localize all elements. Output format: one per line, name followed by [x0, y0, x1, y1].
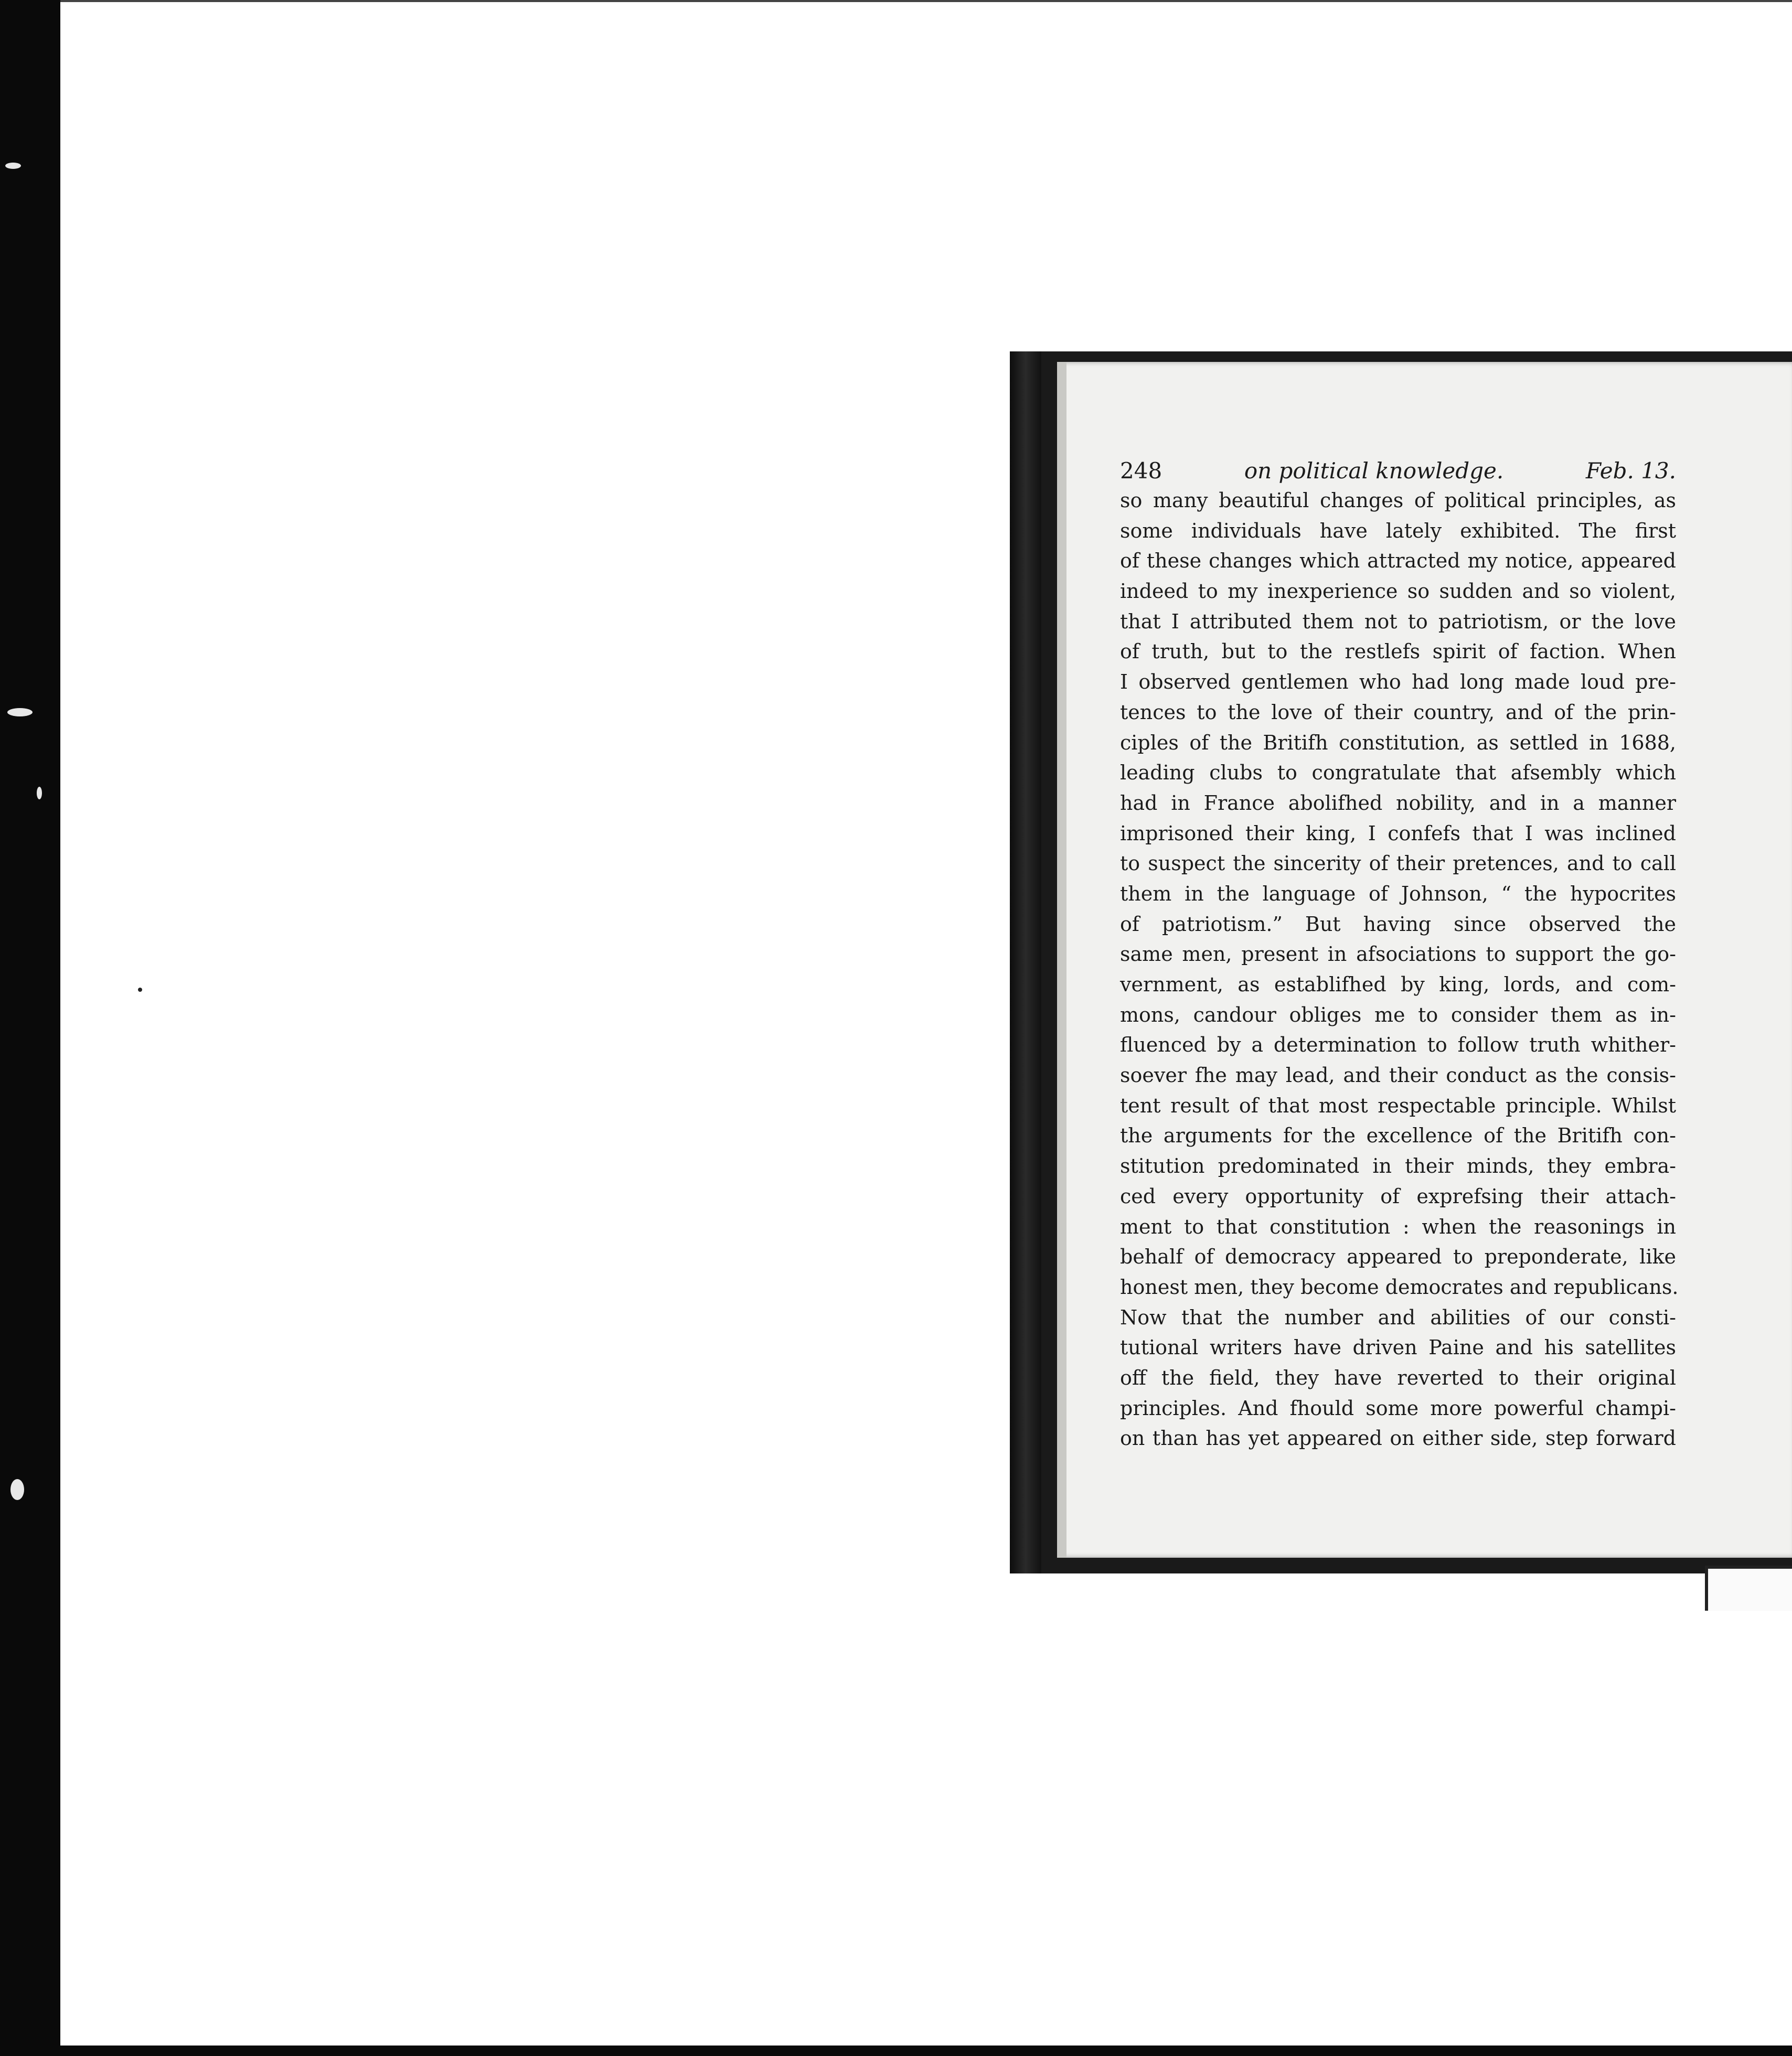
- text-line: so many beautiful changes of political principles, as: [1120, 489, 1676, 512]
- text-line: of these changes which attracted my notice, appeared: [1120, 549, 1676, 573]
- film-edge: [0, 0, 60, 2056]
- text-line: vernment, as establifhed by king, lords, and com-: [1120, 973, 1676, 996]
- text-line: tences to the love of their country, and of the prin-: [1120, 700, 1676, 724]
- text-line: tutional writers have driven Paine and his satellites: [1120, 1336, 1676, 1359]
- film-speck: [37, 787, 42, 799]
- text-line: ciples of the Britifh constitution, as settled in 1688,: [1120, 731, 1676, 754]
- text-line: indeed to my inexperience so sudden and so violent,: [1120, 580, 1676, 603]
- text-line: of patriotism.” But having since observed the: [1120, 912, 1676, 936]
- text-line: them in the language of Johnson, “ the hypocrites: [1120, 882, 1676, 905]
- text-line: Now that the number and abilities of our consti-: [1120, 1305, 1676, 1329]
- page-text-block: [1120, 456, 1679, 1454]
- film-speck: [7, 708, 33, 716]
- text-line: soever fhe may lead, and their conduct as the consis-: [1120, 1064, 1676, 1087]
- book-page: [1057, 362, 1792, 1558]
- page-edge-tab: [1705, 1566, 1792, 1611]
- film-speck: [10, 1479, 24, 1500]
- text-line: off the field, they have reverted to their original: [1120, 1366, 1676, 1389]
- text-line: behalf of democracy appeared to preponderate, like: [1120, 1245, 1676, 1269]
- body-text: [1120, 486, 1679, 1454]
- page-number: 248: [1120, 458, 1162, 484]
- text-line: ced every opportunity of exprefsing their attach-: [1120, 1184, 1676, 1208]
- text-line: to suspect the sincerity of their pretences, and to call: [1120, 852, 1676, 875]
- text-line: imprisoned their king, I confefs that I was inclined: [1120, 821, 1676, 845]
- text-line: honest men, they become democrates and republicans.: [1120, 1275, 1679, 1299]
- running-title: on political knowledge.: [1244, 458, 1504, 484]
- film-speck: [5, 163, 21, 169]
- text-line: same men, present in afsociations to support the go-: [1120, 943, 1676, 966]
- scan-border-bottom: [0, 2046, 1792, 2056]
- text-line: stitution predominated in their minds, they embra-: [1120, 1154, 1676, 1178]
- text-line: principles. And fhould some more powerful champi-: [1120, 1396, 1676, 1420]
- text-line: ment to that constitution : when the reasonings in: [1120, 1215, 1676, 1238]
- running-head: [1120, 456, 1676, 486]
- text-line: some individuals have lately exhibited. The first: [1120, 519, 1676, 542]
- text-line: of truth, but to the restlefs spirit of faction. When: [1120, 640, 1676, 663]
- text-line: tent result of that most respectable principle. Whilst: [1120, 1094, 1676, 1117]
- text-line: the arguments for the excellence of the Britifh con-: [1120, 1124, 1676, 1148]
- book: [1010, 351, 1792, 1573]
- scan-border-top: [60, 0, 1792, 2]
- text-line: that I attributed them not to patriotism, or the love: [1120, 609, 1676, 633]
- running-date: Feb. 13.: [1585, 458, 1676, 484]
- text-line: on than has yet appeared on either side, step forward: [1120, 1427, 1676, 1450]
- text-line: I observed gentlemen who had long made loud pre-: [1120, 670, 1676, 694]
- text-line: leading clubs to congratulate that afsembly which: [1120, 761, 1676, 785]
- scan-speck: [138, 988, 142, 992]
- text-line: fluenced by a determination to follow truth whither-: [1120, 1033, 1676, 1057]
- text-line: mons, candour obliges me to consider them as in-: [1120, 1003, 1676, 1026]
- book-spine: [1010, 351, 1041, 1573]
- text-line: had in France abolifhed nobility, and in a manner: [1120, 791, 1676, 815]
